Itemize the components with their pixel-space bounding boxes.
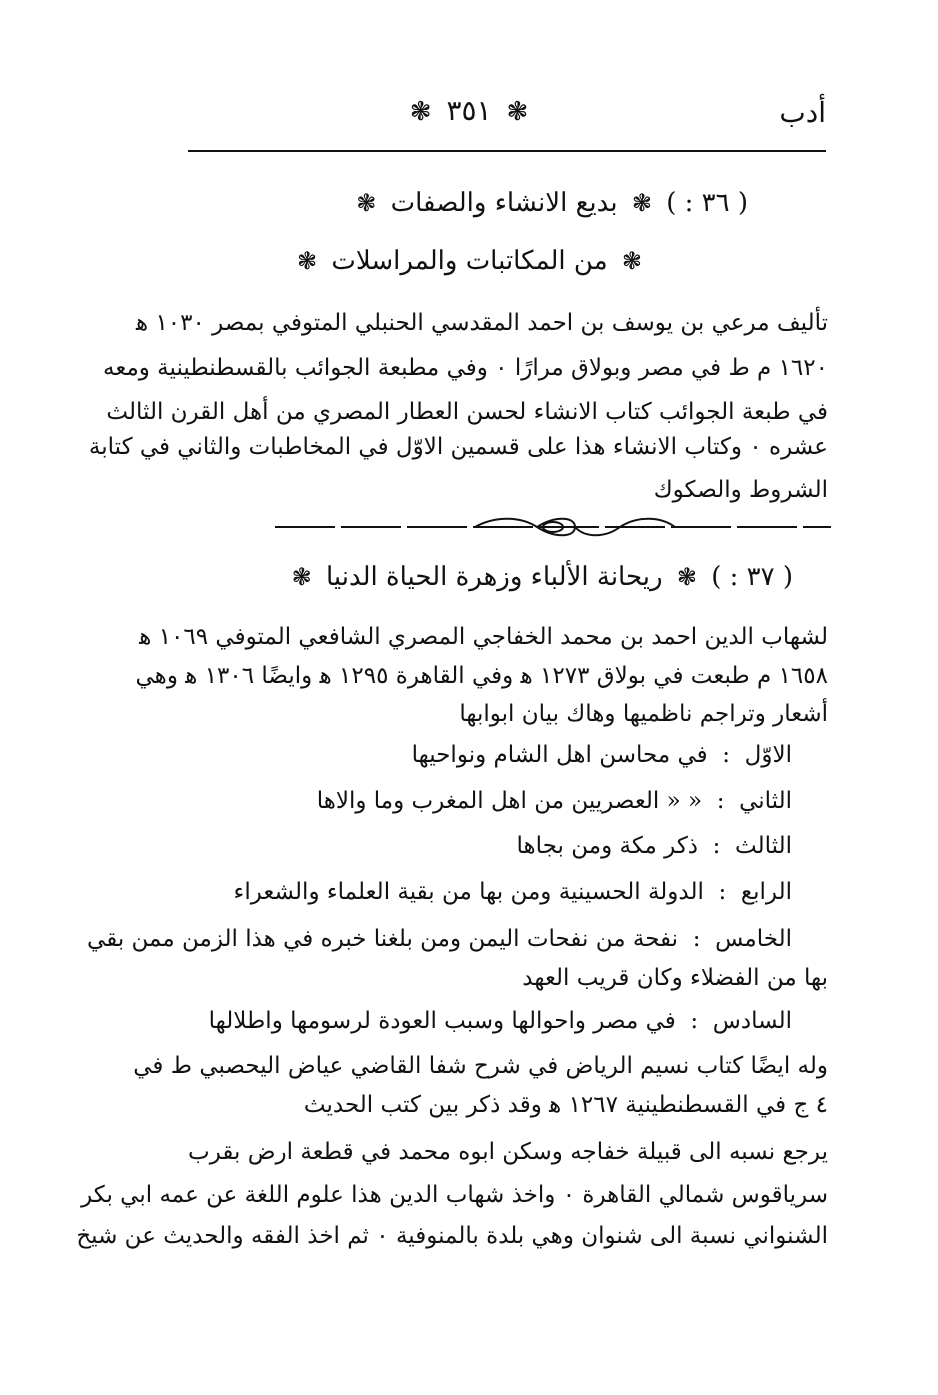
entry-number: ( ٣٧ : ) [711, 562, 793, 592]
body-line: أشعار وتراجم ناظميها وهاك بيان ابوابها [459, 701, 828, 727]
ornament-icon: ❃ [356, 189, 377, 217]
chapter-desc: ذكر مكة ومن بجاها [516, 833, 699, 859]
chapter-desc: « « العصريين من اهل المغرب وما والاها [316, 788, 703, 814]
running-head-category: أدب [779, 96, 826, 129]
ornament-icon: ❃ [296, 247, 318, 275]
body-line: تأليف مرعي بن يوسف بن احمد المقدسي الحنبلي المتوفي بمصر ١٠٣٠ ﻫ [136, 310, 828, 336]
body-line: الشنواني نسبة الى شنوان وهي بلدة بالمنوفية ۰ ثم اخذ الفقه والحديث عن شيخ [76, 1223, 828, 1249]
body-line: الشروط والصكوك [653, 477, 828, 503]
ornament-icon: ❃ [676, 563, 697, 591]
entry-number: ( ٣٦ : ) [666, 188, 748, 218]
chapter-item: الثالث : ذكر مكة ومن بجاها [516, 833, 792, 859]
ornament-icon: ❃ [409, 97, 432, 127]
body-line: عشره ۰ وكتاب الانشاء هذا على قسمين الاوّل في المخاطبات والثاني في كتابة [88, 434, 828, 460]
page-number: ٣٥١ [446, 94, 492, 127]
body-line: ٤ ج في القسطنطينية ١٢٦٧ ﻫ وقد ذكر بين كتب الحديث [303, 1092, 828, 1118]
chapter-item: الثاني : « « العصريين من اهل المغرب وما والاها [316, 788, 792, 814]
body-line: وله ايضًا كتاب نسيم الرياض في شرح شفا القاضي عياض اليحصبي ط في [133, 1053, 828, 1079]
entry-36-subheading [291, 244, 648, 278]
ornament-icon: ❃ [631, 189, 652, 217]
entry-36-heading [350, 186, 748, 220]
entry-title: بديع الانشاء والصفات [390, 188, 618, 218]
ornament-icon: ❃ [506, 97, 529, 127]
entry-title: ريحانة الألباء وزهرة الحياة الدنيا [325, 562, 663, 592]
page-number-line [0, 94, 938, 129]
chapter-desc: في مصر واحوالها وسبب العودة لرسومها واطلالها [208, 1008, 676, 1034]
body-line: ١٦٥٨ م طبعت في بولاق ١٢٧٣ ﻫ وفي القاهرة ١٢٩٥ ﻫ وايضًا ١٣٠٦ ﻫ وهي [135, 663, 828, 689]
body-line: يرجع نسبه الى قبيلة خفاجه وسكن ابوه محمد في قطعة ارض بقرب [188, 1139, 828, 1165]
chapter-name: الاوّل [744, 742, 792, 768]
section-divider [275, 516, 831, 538]
body-line: ١٦٢٠ م ط في مصر وبولاق مرارًا ۰ وفي مطبعة الجوائب بالقسطنطينية ومعه [103, 355, 828, 381]
chapter-desc: نفحة من نفحات اليمن ومن بلغنا خبره في هذا الزمن ممن بقي [87, 926, 679, 952]
ornament-icon: ❃ [621, 247, 642, 275]
chapter-continuation: بها من الفضلاء وكان قريب العهد [522, 965, 828, 991]
header-rule [188, 150, 826, 152]
chapter-name: الرابع [740, 879, 792, 905]
chapter-name: الثالث [735, 833, 792, 859]
entry-subtitle: من المكاتبات والمراسلات [331, 246, 608, 276]
body-line: لشهاب الدين احمد بن محمد الخفاجي المصري الشافعي المتوفي ١٠٦٩ ﻫ [139, 624, 828, 650]
chapter-name: الخامس [715, 926, 792, 952]
ornament-icon: ❃ [291, 563, 312, 591]
chapter-name: السادس [712, 1008, 792, 1034]
body-line: في طبعة الجوائب كتاب الانشاء لحسن العطار المصري من أهل القرن الثالث [106, 399, 828, 425]
chapter-name: الثاني [739, 788, 792, 814]
chapter-item: الاوّل : في محاسن اهل الشام ونواحيها [411, 742, 792, 768]
entry-37-heading [286, 560, 793, 594]
chapter-item: السادس : في مصر واحوالها وسبب العودة لرسومها واطلالها [208, 1008, 792, 1034]
chapter-desc: الدولة الحسينية ومن بها من بقية العلماء والشعراء [233, 879, 704, 905]
body-line: سرياقوس شمالي القاهرة ۰ واخذ شهاب الدين هذا علوم اللغة عن عمه ابي بكر [81, 1182, 828, 1208]
chapter-item: الرابع : الدولة الحسينية ومن بها من بقية العلماء والشعراء [233, 879, 792, 905]
chapter-desc: في محاسن اهل الشام ونواحيها [411, 742, 708, 768]
chapter-item: الخامس : نفحة من نفحات اليمن ومن بلغنا خبره في هذا الزمن ممن بقي [87, 926, 792, 952]
